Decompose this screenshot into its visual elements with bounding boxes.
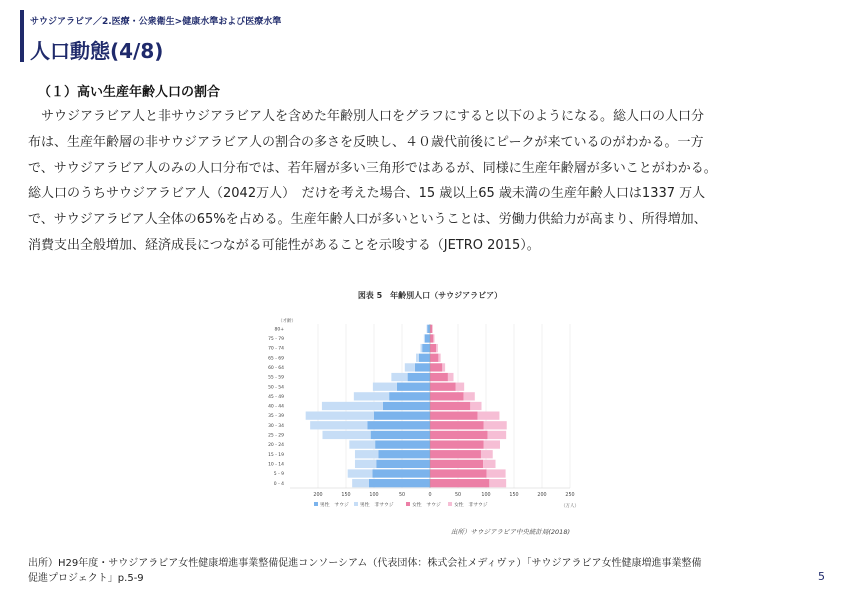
- bar-segment: [424, 334, 425, 342]
- category-label: 45 - 49: [268, 394, 284, 400]
- page-title: 人口動態(4/8): [30, 39, 164, 63]
- bar-segment: [430, 363, 442, 371]
- body-paragraph: [28, 104, 828, 259]
- category-label: 50 - 54: [268, 385, 284, 391]
- legend-label: 男性 サウジ: [320, 503, 349, 508]
- category-label: 30 - 34: [268, 423, 284, 429]
- bar-segment: [430, 344, 436, 352]
- x-axis-unit-label: （万人）: [561, 504, 579, 509]
- population-pyramid-svg: [270, 284, 590, 542]
- category-label: 60 - 64: [268, 366, 284, 372]
- legend-swatch: [354, 502, 358, 506]
- bar-segment: [372, 469, 430, 477]
- legend-item: [448, 501, 488, 508]
- category-label: 40 - 44: [268, 404, 284, 410]
- x-tick-label: 0: [428, 493, 432, 498]
- bar-segment: [430, 440, 484, 448]
- bar-segment: [448, 373, 454, 381]
- bar-segment: [430, 431, 488, 439]
- chart-title: 図表 5 年齢別人口（サウジアラビア）: [357, 291, 503, 300]
- category-label: 35 - 39: [268, 414, 284, 420]
- x-tick-label: 200: [313, 493, 323, 498]
- bar-segment: [322, 431, 370, 439]
- bar-segment: [378, 450, 430, 458]
- bar-segment: [430, 354, 438, 362]
- footer-source: [28, 556, 701, 586]
- bar-segment: [383, 402, 430, 410]
- footer-source-line: 出所）H29年度・サウジアラビア女性健康増進事業整備促進コンソーシアム（代表団体：株式会社メディヴァ）「サウジアラビア女性健康増進事業整備: [28, 558, 702, 569]
- bar-segment: [354, 392, 389, 400]
- footer-source-line: 促進プロジェクト」p.5-9: [28, 573, 144, 584]
- bar-segment: [367, 421, 430, 429]
- bar-segment: [430, 421, 484, 429]
- category-label: 70 - 74: [268, 346, 284, 352]
- bar-segment: [489, 479, 506, 487]
- bar-segment: [422, 344, 430, 352]
- x-tick-label: 150: [509, 493, 519, 498]
- bar-segment: [425, 334, 430, 342]
- section-heading: （１）高い生産年齢人口の割合: [38, 85, 221, 100]
- bar-segment: [481, 450, 493, 458]
- bar-segment: [432, 325, 433, 333]
- x-tick-label: 100: [481, 493, 491, 498]
- category-label: 20 - 24: [268, 443, 284, 449]
- bar-segment: [430, 334, 433, 342]
- bar-segment: [375, 440, 430, 448]
- bar-segment: [322, 402, 383, 410]
- bar-segment: [488, 431, 506, 439]
- bar-segment: [436, 344, 438, 352]
- legend-item: [314, 501, 349, 508]
- bar-segment: [478, 411, 500, 419]
- bar-segment: [408, 373, 430, 381]
- population-pyramid-chart: [270, 284, 590, 542]
- category-label: 55 - 59: [268, 375, 284, 381]
- body-line: サウジアラビア人と非サウジアラビア人を含めた年齢別人口をグラフにすると以下のようになる。総人口の人口分: [28, 109, 705, 124]
- category-label: 5 - 9: [273, 472, 284, 478]
- bar-segment: [374, 411, 430, 419]
- bar-segment: [405, 363, 415, 371]
- breadcrumb: サウジアラビア／2.医療・公衆衛生>健康水準および医療水準: [30, 17, 282, 27]
- category-label: 0 - 4: [273, 481, 284, 487]
- bar-segment: [464, 392, 475, 400]
- legend-item: [354, 501, 394, 508]
- legend-label: 女性 非サウジ: [454, 503, 488, 508]
- bar-segment: [415, 363, 430, 371]
- bar-segment: [430, 402, 470, 410]
- bar-segment: [373, 383, 397, 391]
- bar-segment: [352, 479, 369, 487]
- bar-segment: [484, 421, 507, 429]
- body-line: で、サウジアラビア人のみの人口分布では、若年層が多い三角形ではあるが、同様に生産年齢層が多いことがわかる。: [28, 160, 717, 176]
- bar-segment: [442, 363, 445, 371]
- bar-segment: [470, 402, 481, 410]
- x-tick-label: 200: [537, 493, 547, 498]
- bar-segment: [430, 383, 456, 391]
- bar-segment: [484, 440, 500, 448]
- bar-segment: [348, 469, 373, 477]
- legend-label: 男性 非サウジ: [360, 503, 394, 508]
- x-tick-label: 50: [454, 493, 462, 498]
- bar-segment: [369, 479, 430, 487]
- body-line: で、サウジアラビア人全体の65%を占める。生産年齢人口が多いということは、労働力供給力が高まり、所得増加、: [28, 212, 707, 228]
- category-label: 10 - 14: [268, 462, 284, 468]
- category-label: 65 - 69: [268, 356, 284, 362]
- bar-segment: [306, 411, 374, 419]
- bar-segment: [430, 469, 487, 477]
- bar-segment: [355, 460, 376, 468]
- x-tick-label: 100: [369, 493, 379, 498]
- body-line: 布は、生産年齢層の非サウジアラビア人の割合の多さを反映し、４０歳代前後にピークが来ているのがわかる。一方: [28, 134, 704, 150]
- legend-label: 女性 サウジ: [412, 503, 441, 508]
- bar-segment: [420, 344, 422, 352]
- bar-segment: [310, 421, 367, 429]
- title-accent-bar: [20, 10, 24, 62]
- bar-segment: [430, 411, 478, 419]
- legend-swatch: [448, 502, 452, 506]
- bar-segment: [376, 460, 430, 468]
- bar-segment: [430, 325, 432, 333]
- bar-segment: [427, 325, 430, 333]
- bar-segment: [487, 469, 506, 477]
- bar-segment: [438, 354, 440, 362]
- bar-segment: [430, 373, 448, 381]
- bar-segment: [433, 334, 434, 342]
- page-number: 5: [818, 570, 825, 583]
- bar-segment: [391, 373, 407, 381]
- bar-segment: [430, 392, 464, 400]
- legend-swatch: [406, 502, 410, 506]
- bar-segment: [355, 450, 379, 458]
- category-label: 25 - 29: [268, 433, 284, 439]
- category-label: 80+: [274, 327, 284, 333]
- legend-swatch: [314, 502, 318, 506]
- bar-segment: [456, 383, 464, 391]
- legend-item: [406, 501, 441, 508]
- bar-segment: [419, 354, 430, 362]
- bar-segment: [427, 325, 428, 333]
- y-axis-label: （才齢）: [278, 319, 296, 324]
- bar-segment: [371, 431, 430, 439]
- bar-segment: [397, 383, 430, 391]
- x-tick-label: 50: [398, 493, 406, 498]
- bar-segment: [349, 440, 375, 448]
- body-line: 総人口のうちサウジアラビア人（2042万人） だけを考えた場合、15 歳以上65 歳未満の生産年齢人口は1337 万人: [28, 186, 706, 202]
- body-line: 消費支出全般増加、経済成長につながる可能性があることを示唆する（JETRO 2015）。: [28, 237, 540, 253]
- bar-segment: [430, 479, 489, 487]
- x-tick-label: 150: [341, 493, 351, 498]
- chart-source-note: 出所）サウジアラビア中央統計局(2018): [450, 528, 570, 536]
- bar-segment: [416, 354, 419, 362]
- x-tick-label: 250: [565, 493, 575, 498]
- category-label: 75 - 79: [268, 337, 284, 343]
- bar-segment: [483, 460, 495, 468]
- category-label: 15 - 19: [268, 452, 284, 458]
- bar-segment: [430, 450, 481, 458]
- bar-segment: [430, 460, 483, 468]
- bar-segment: [389, 392, 430, 400]
